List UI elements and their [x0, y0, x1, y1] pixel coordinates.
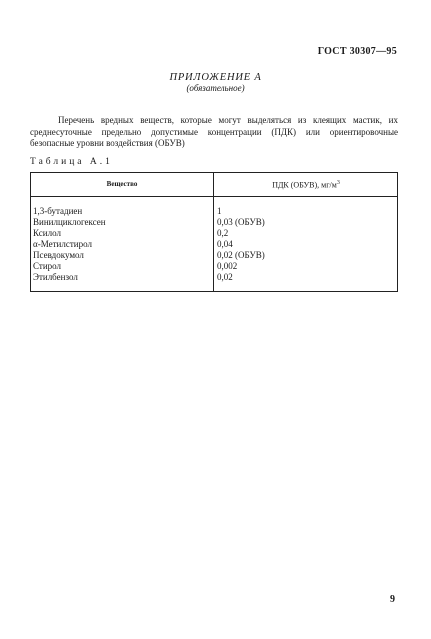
- pdk-value: 1: [217, 206, 222, 216]
- pdk-header-superscript: 3: [336, 180, 340, 186]
- pdk-value: 0,2: [217, 228, 229, 238]
- pdk-value: 0,02: [217, 272, 233, 282]
- table-row: [31, 228, 398, 239]
- table-row: [31, 217, 398, 228]
- table-body: [31, 206, 398, 283]
- pdk-value: 0,02 (ОБУВ): [217, 250, 265, 260]
- substance-name: Винилциклогексен: [33, 217, 106, 227]
- intro-paragraph: [30, 115, 398, 150]
- table-row: [31, 272, 398, 283]
- pdk-value: 0,04: [217, 239, 233, 249]
- substance-name: Этилбензол: [33, 272, 78, 282]
- table-row: [31, 239, 398, 250]
- appendix-title: ПРИЛОЖЕНИЕ А: [169, 72, 262, 83]
- standard-designation: ГОСТ 30307—95: [317, 46, 397, 57]
- header-divider: [31, 196, 398, 197]
- substance-name: Псевдокумол: [33, 250, 84, 260]
- appendix-subtitle: (обязательное): [186, 83, 245, 93]
- column-header-pdk: [214, 180, 398, 190]
- substance-name: α-Метилстирол: [33, 239, 92, 249]
- page-number: 9: [390, 594, 395, 605]
- substance-name: 1,3-бутадиен: [33, 206, 83, 216]
- pdk-header-text: ПДК (ОБУВ), мг/м: [272, 180, 337, 190]
- table-row: [31, 250, 398, 261]
- substance-name: Стирол: [33, 261, 62, 271]
- column-header-substance: Вещество: [106, 180, 138, 188]
- table-row: [31, 206, 398, 217]
- pdk-value: 0,002: [217, 261, 238, 271]
- table-caption: Таблица А.1: [30, 157, 113, 167]
- table-row: [31, 261, 398, 272]
- intro-text: Перечень вредных веществ, которые могут выделяться из клеящих мастик, их среднесуточные предельно допустимые концентрации (ПДК) или ориентировочные безопасные уровни воздействия (ОБУВ): [30, 115, 398, 148]
- pdk-value: 0,03 (ОБУВ): [217, 217, 265, 227]
- substances-table: [30, 172, 398, 292]
- substance-name: Ксилол: [33, 228, 61, 238]
